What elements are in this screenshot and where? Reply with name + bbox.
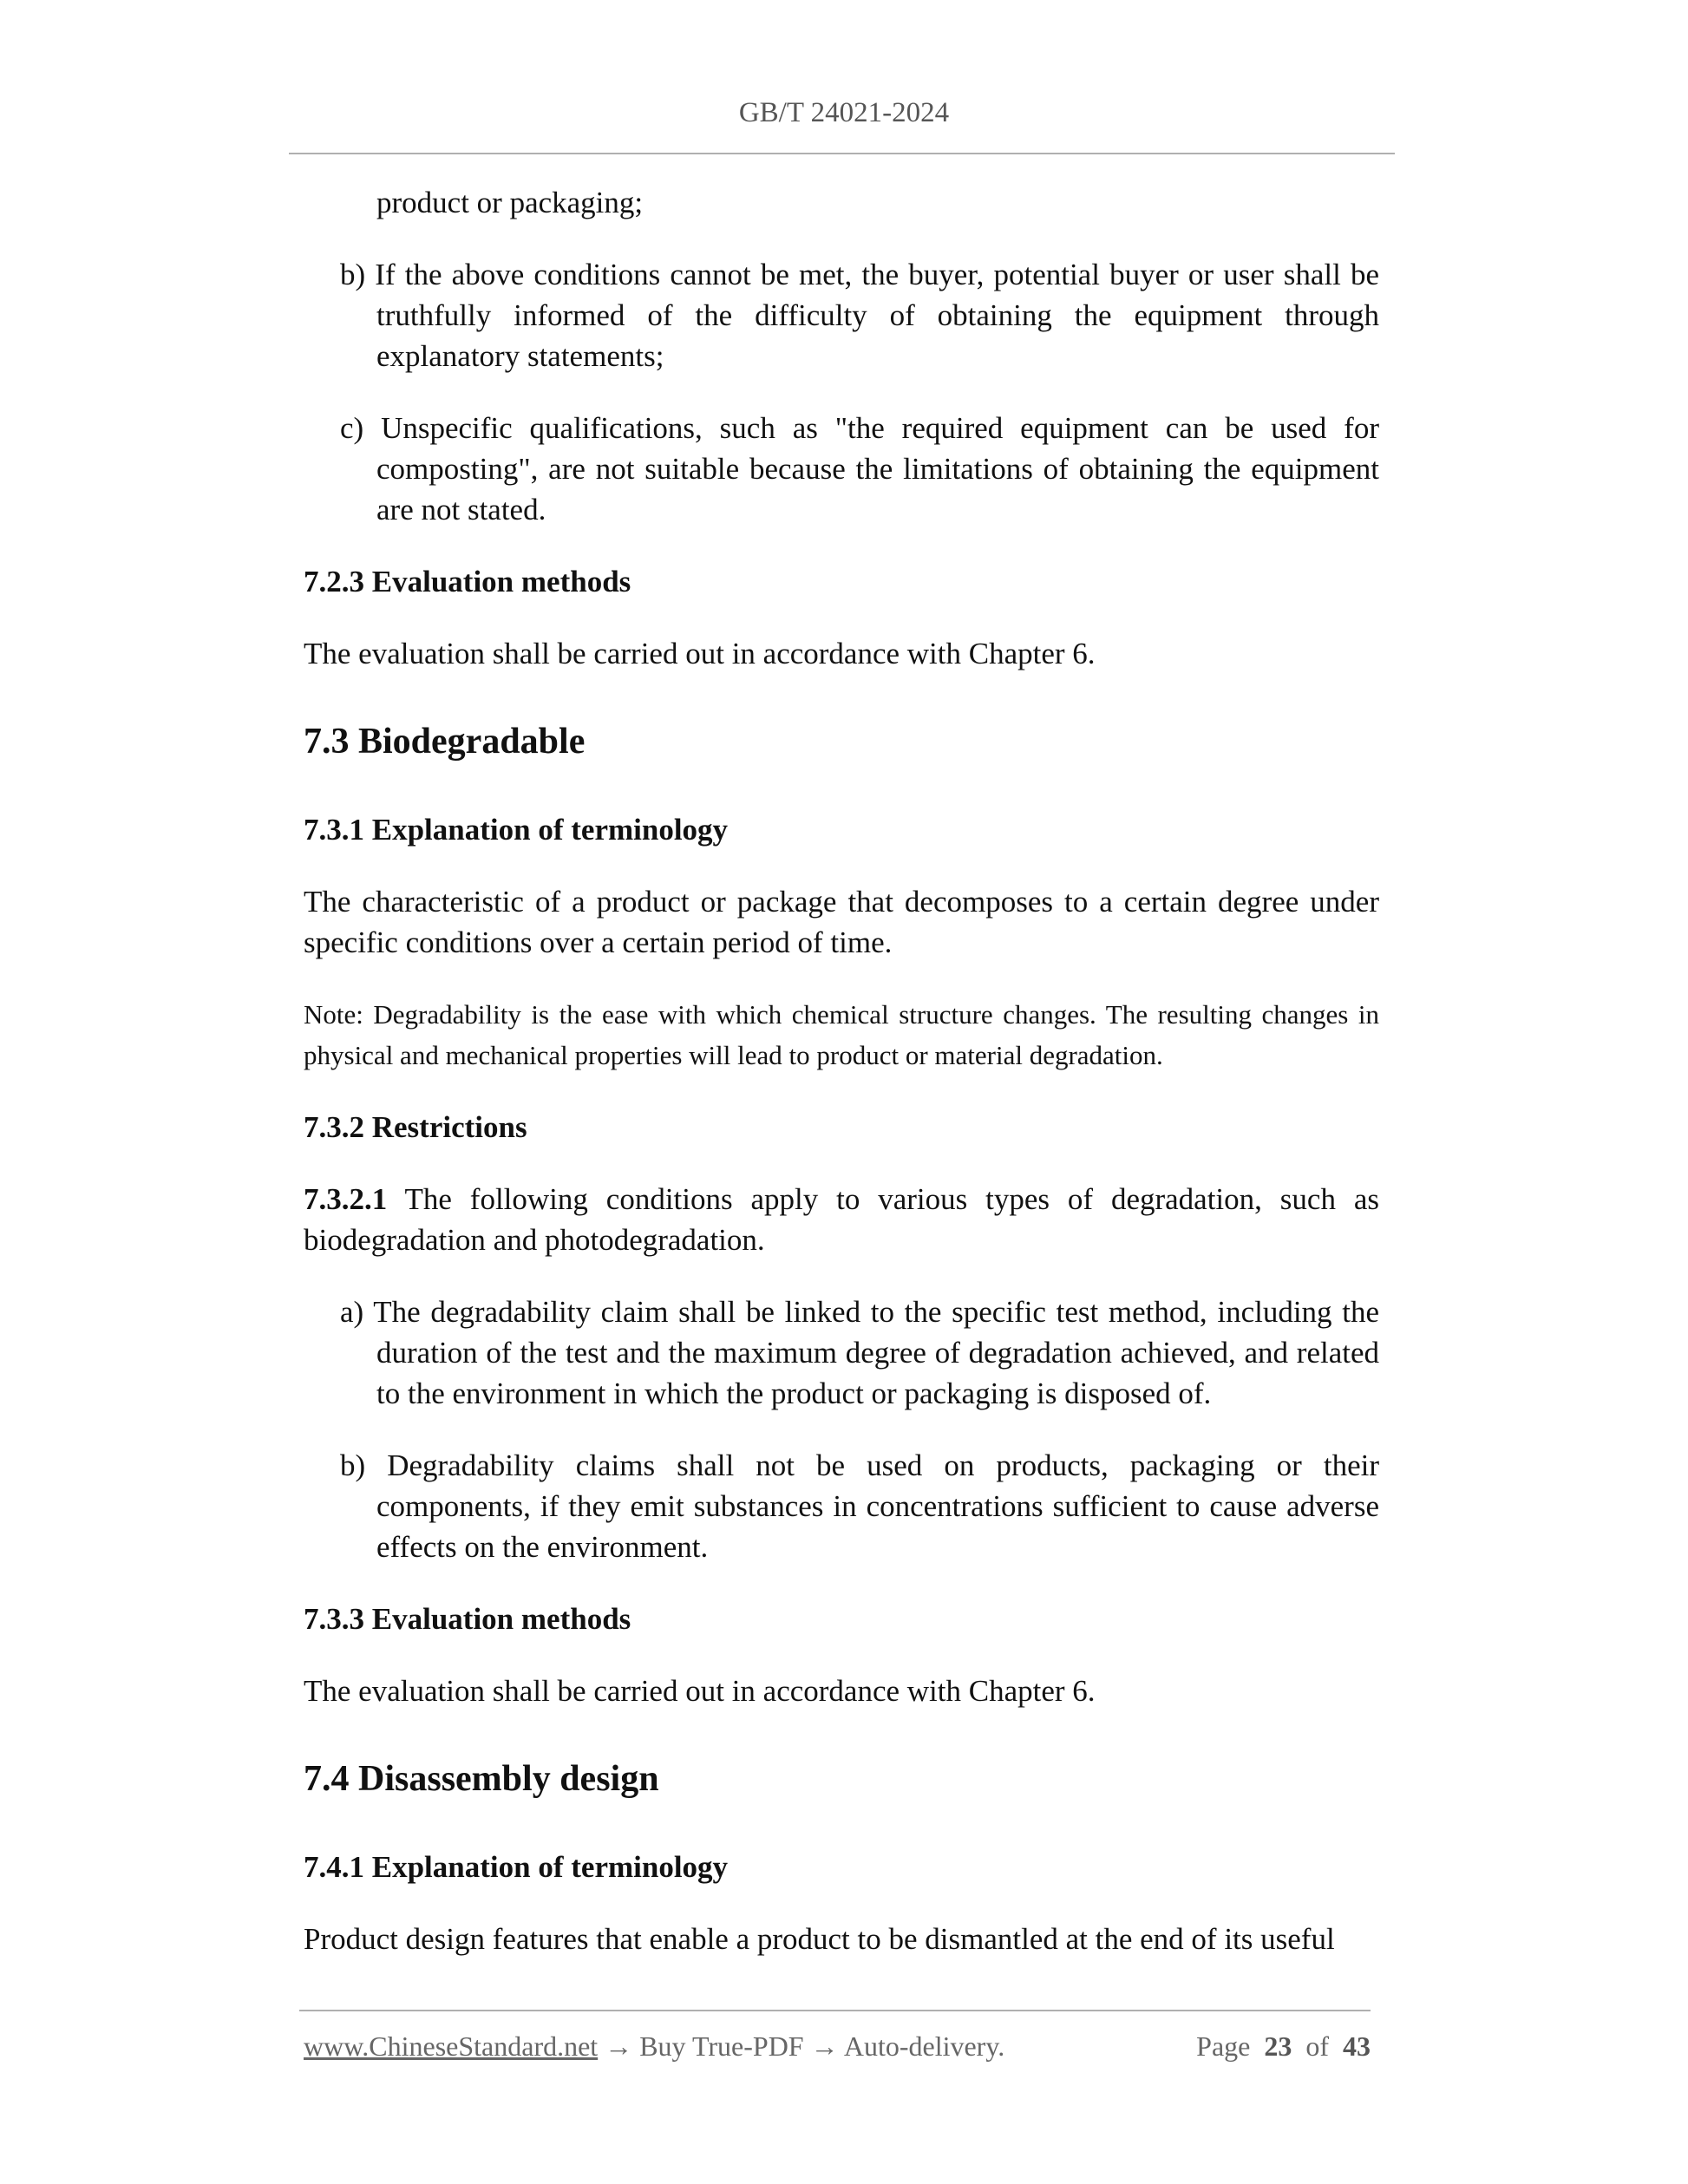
list-item-a: a) The degradability claim shall be linked to the specific test method, including the duration of the test and the maximum degree of degradation achieved, and related to the environment in which the product or packaging is disposed of. [340,1295,1379,1410]
heading-7-2-3: 7.2.3 Evaluation methods [304,565,631,598]
continued-list-line: product or packaging; [376,186,644,219]
paragraph-7-4-1: Product design features that enable a product to be dismantled at the end of its useful [304,1922,1335,1956]
heading-7-3-2: 7.3.2 Restrictions [304,1110,527,1144]
paragraph-7-3-3: The evaluation shall be carried out in accordance with Chapter 6. [304,1674,1096,1708]
page-number [1196,2027,1371,2065]
note-7-3-1: Note: Degradability is the ease with which chemical structure changes. The resulting changes in physical and mechanical properties will lead to product or material degradation. [304,999,1379,1070]
heading-7-4: 7.4 Disassembly design [304,1759,659,1799]
page-total: 43 [1343,2030,1371,2062]
page-footer [304,2027,1371,2065]
page-label: Page [1196,2030,1251,2062]
page-current: 23 [1264,2030,1292,2062]
list-item-c: c) Unspecific qualifications, such as "the required equipment can be used for composting", are not suitable because the limitations of obtaining the equipment are not stated. [340,411,1379,526]
list-item-b: b) If the above conditions cannot be met, the buyer, potential buyer or user shall be truthfully informed of the difficulty of obtaining the equipment through explanatory statements; [340,258,1379,373]
footer-website-link[interactable]: www.ChineseStandard.net [304,2030,599,2062]
paragraph-7-2-3: The evaluation shall be carried out in accordance with Chapter 6. [304,637,1096,670]
clause-number: 7.3.2.1 [304,1182,388,1216]
footer-divider [299,2010,1371,2011]
heading-7-3-3: 7.3.3 Evaluation methods [304,1602,631,1636]
footer-tagline: → Buy True-PDF → Auto-delivery. [598,2030,1005,2062]
clause-text: The following conditions apply to various types of degradation, such as biodegradation and photodegradation. [304,1182,1379,1257]
paragraph-7-3-1: The characteristic of a product or package that decomposes to a certain degree under specific conditions over a certain period of time. [304,885,1379,959]
heading-7-4-1: 7.4.1 Explanation of terminology [304,1850,729,1884]
page-content [304,182,1379,1959]
header-divider [289,153,1395,154]
clause-7-3-2-1 [304,1179,1379,1260]
header-standard-number: GB/T 24021-2024 [738,97,950,128]
page-of: of [1305,2030,1329,2062]
list-item-b-degradability: b) Degradability claims shall not be used on products, packaging or their components, if they emit substances in concentrations sufficient to cause adverse effects on the environment. [340,1448,1379,1564]
heading-7-3-1: 7.3.1 Explanation of terminology [304,813,729,847]
heading-7-3: 7.3 Biodegradable [304,722,586,762]
